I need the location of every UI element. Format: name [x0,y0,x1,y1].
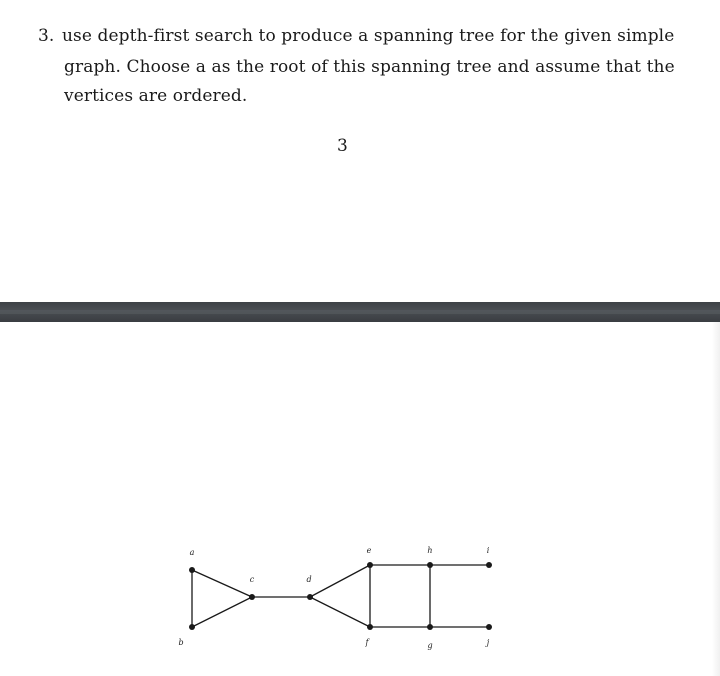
vertex-h [427,562,433,568]
edge-d-f [310,597,370,627]
vertex-label-a: a [189,548,195,557]
problem-number: 3. [38,26,55,46]
edge-a-c [192,570,252,597]
vertex-a [189,567,195,573]
vertex-d [307,594,313,600]
vertex-label-g: g [427,641,433,650]
edge-b-c [192,597,252,627]
vertex-label-h: h [427,546,433,555]
vertex-label-f: f [365,638,369,647]
vertex-e [367,562,373,568]
vertex-label-j: j [486,638,490,647]
vertex-f [367,624,373,630]
problem-text-line-3: vertices are ordered. [64,86,248,106]
vertex-c [249,594,255,600]
vertex-label-d: d [306,575,312,584]
page-number: 3 [337,136,348,156]
vertex-label-i: i [486,546,490,555]
vertex-label-b: b [178,638,184,647]
graph-labels [178,546,489,650]
problem-text-line-1: use depth-first search to produce a spanning tree for the given simple [62,26,675,46]
vertex-b [189,624,195,630]
vertex-label-c: c [249,575,255,584]
graph-edges [192,565,489,627]
edge-d-e [310,565,370,597]
problem-text-line-2: graph. Choose a as the root of this spanning tree and assume that the [64,57,675,77]
vertex-label-e: e [366,546,372,555]
vertex-g [427,624,433,630]
graph-vertices [189,562,492,630]
vertex-i [486,562,492,568]
vertex-j [486,624,492,630]
